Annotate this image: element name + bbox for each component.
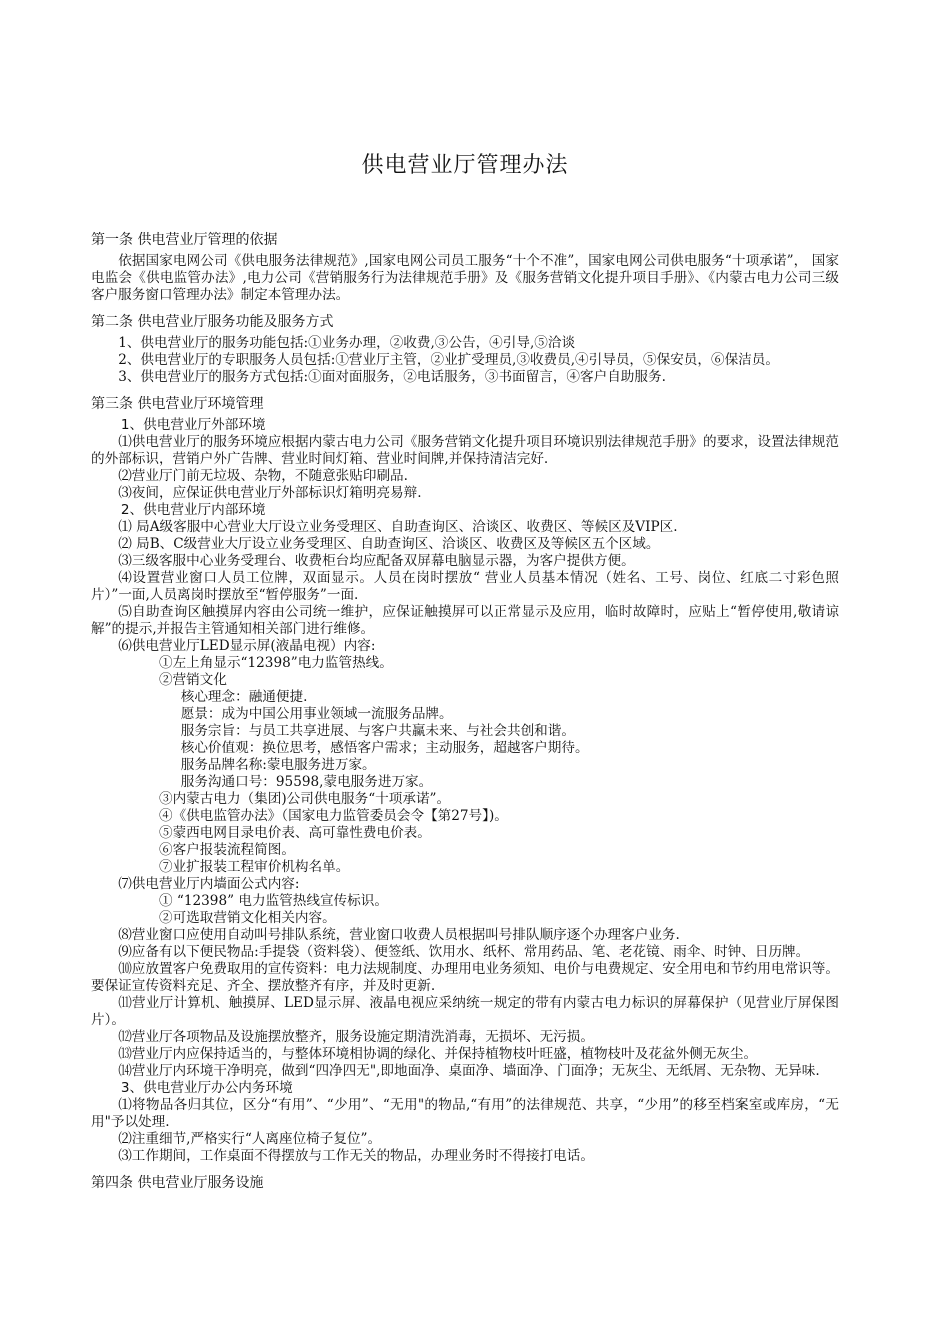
document-title: 供电营业厅管理办法 xyxy=(361,153,569,178)
paragraph: ⑿营业厅各项物品及设施摆放整齐，服务设施定期清洗消毒，无损坏、无污损。 xyxy=(118,1029,594,1045)
list-subitem: 服务沟通口号：95598,蒙电服务进万家。 xyxy=(180,774,433,790)
paragraph: ⑴将物品各归其位，区分“有用”、“少用”、“无用"的物品,“有用”的法律规范、共享，“少用”的移至档案室或库房，“无用"予以处理. xyxy=(91,1097,839,1130)
subsection-heading: 2、供电营业厅内部环境 xyxy=(120,502,266,518)
paragraph: ⑽应放置客户免费取用的宣传资料：电力法规制度、办理用电业务须知、电价与电费规定、安全用电和节约用电常识等。要保证宣传资料充足、齐全、摆放整齐有序，并及时更新. xyxy=(91,961,839,994)
list-subitem: 服务宗旨：与员工共享进展、与客户共赢未来、与社会共创和谐。 xyxy=(180,723,575,739)
paragraph: 依据国家电网公司《供电服务法律规范》,国家电网公司员工服务“十个不准”，国家电网公司供电服务“十项承诺”， 国家电监会《供电监管办法》,电力公司《营销服务行为法律规范手册》及《服务营销文化提升项目手册》、《内蒙古电力公司三级客户服务窗口管理办法》制定本管理办法。 xyxy=(91,253,839,303)
paragraph: ⑻营业窗口应使用自动叫号排队系统，营业窗口收费人员根据叫号排队顺序逐个办理客户业务. xyxy=(118,927,680,943)
paragraph: ⒁营业厅内环境干净明亮，做到“四净四无",即地面净、桌面净、墙面净、门面净；无灰尘、无纸屑、无杂物、无异味. xyxy=(118,1063,820,1079)
paragraph: ⑶夜间，应保证供电营业厅外部标识灯箱明亮易辩. xyxy=(118,485,422,501)
article-heading: 第一条 供电营业厅管理的依据 xyxy=(91,232,278,248)
list-subitem: 核心价值观：换位思考，感悟客户需求；主动服务，超越客户期待。 xyxy=(180,740,589,756)
list-subitem: 愿景：成为中国公用事业领域一流服务品牌。 xyxy=(180,706,453,722)
paragraph: ⑸自助查询区触摸屏内容由公司统一维护，应保证触摸屏可以正常显示及应用，临时故障时，应贴上“暂停使用,敬请谅解”的提示,并报告主管通知相关部门进行维修。 xyxy=(91,604,839,637)
list-item: ⑥客户报装流程简图。 xyxy=(159,842,295,858)
paragraph: ⑶工作期间，工作桌面不得摆放与工作无关的物品，办理业务时不得接打电话。 xyxy=(118,1148,594,1164)
document-body xyxy=(91,222,839,1196)
subsection-heading: 3、供电营业厅办公内务环境 xyxy=(120,1080,293,1096)
paragraph: ⑹供电营业厅LED显示屏(液晶电视）内容: xyxy=(118,638,376,654)
article-heading: 第二条 供电营业厅服务功能及服务方式 xyxy=(91,314,334,330)
article-heading: 第四条 供电营业厅服务设施 xyxy=(91,1175,264,1191)
paragraph: ⑴ 局A级客服中心营业大厅设立业务受理区、自助查询区、洽谈区、收费区、等候区及VIP区. xyxy=(118,519,678,535)
list-item: ①左上角显示“12398”电力监管热线。 xyxy=(159,655,393,671)
list-item: ⑤蒙西电网目录电价表、高可靠性费电价表。 xyxy=(159,825,431,841)
list-item: ②营销文化 xyxy=(159,672,227,688)
list-item: ① “12398” 电力监管热线宣传标识。 xyxy=(159,893,388,909)
subsection-heading: 1、供电营业厅外部环境 xyxy=(120,417,266,433)
paragraph: ⑴供电营业厅的服务环境应根据内蒙古电力公司《服务营销文化提升项目环境识别法律规范手册》的要求，设置法律规范的外部标识，营销户外广告牌、营业时间灯箱、营业时间牌,并保持清洁完好. xyxy=(91,434,839,467)
list-item: ②可选取营销文化相关内容。 xyxy=(159,910,336,926)
list-subitem: 核心理念：融通便捷. xyxy=(180,689,308,705)
paragraph: ⑶三级客服中心业务受理台、收费柜台均应配备双屏幕电脑显示器，为客户提供方便。 xyxy=(118,553,635,569)
article-heading: 第三条 供电营业厅环境管理 xyxy=(91,396,264,412)
list-subitem: 服务品牌名称:蒙电服务进万家。 xyxy=(180,757,376,773)
paragraph: 3、供电营业厅的服务方式包括:①面对面服务，②电话服务，③书面留言，④客户自助服务. xyxy=(118,369,666,385)
paragraph: ⑵ 局B、C级营业大厅设立业务受理区、自助查询区、洽谈区、收费区及等候区五个区域。 xyxy=(118,536,660,552)
list-item: ⑦业扩报装工程审价机构名单。 xyxy=(159,859,350,875)
list-item: ③内蒙古电力（集团)公司供电服务“十项承诺”。 xyxy=(159,791,451,807)
paragraph: ⑷设置营业窗口人员工位牌，双面显示。人员在岗时摆放“ 营业人员基本情况（姓名、工号、岗位、红底二寸彩色照片）”一面,人员离岗时摆放至“暂停服务”一面. xyxy=(91,570,839,603)
paragraph: ⒀营业厅内应保持适当的，与整体环境相协调的绿化、并保持植物枝叶旺盛，植物枝叶及花盆外侧无灰尘。 xyxy=(118,1046,758,1062)
paragraph: ⑺供电营业厅内墙面公式内容: xyxy=(118,876,300,892)
paragraph: ⑵营业厅门前无垃圾、杂物，不随意张贴印刷品. xyxy=(118,468,408,484)
paragraph: ⑵注重细节,严格实行“人离座位椅子复位”。 xyxy=(118,1131,382,1147)
paragraph: ⑼应备有以下便民物品:手提袋（资料袋）、便签纸、饮用水、纸杯、常用药品、笔、老花镜、雨伞、时钟、日历牌。 xyxy=(118,944,810,960)
list-item: ④《供电监管办法》（国家电力监管委员会令【第27号】)。 xyxy=(159,808,508,824)
paragraph: ⑾营业厅计算机、触摸屏、LED显示屏、液晶电视应采纳统一规定的带有内蒙古电力标识的屏幕保护（见营业厅屏保图片）。 xyxy=(91,995,839,1028)
paragraph: 2、供电营业厅的专职服务人员包括:①营业厅主管，②业扩受理员,③收费员,④引导员，⑤保安员，⑥保洁员。 xyxy=(118,352,779,368)
paragraph: 1、供电营业厅的服务功能包括:①业务办理，②收费,③公告，④引导,⑤洽谈 xyxy=(118,335,576,351)
